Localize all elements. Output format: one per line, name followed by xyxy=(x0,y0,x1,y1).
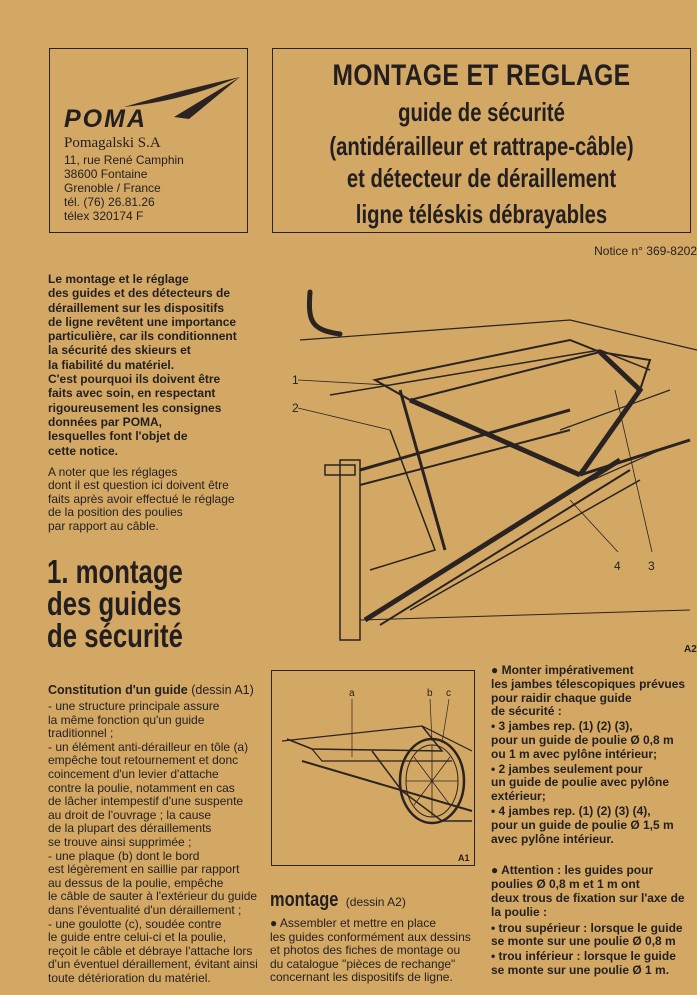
intro-line: déraillement sur les dispositifs xyxy=(48,300,225,315)
trou-superieur xyxy=(491,922,697,950)
section-title-line: de sécurité xyxy=(47,617,183,654)
callout-label: 1 xyxy=(292,373,299,387)
constitution-heading-text: Constitution d'un guide xyxy=(48,683,188,697)
brand-wordmark: POMA xyxy=(64,105,147,133)
title-line-2: guide de sécurité xyxy=(398,97,565,127)
intro-line: particulière, car ils conditionnent xyxy=(48,329,237,344)
text-line: ● Assembler et mettre en place xyxy=(270,916,436,930)
text-line: le guide entre celui-ci et la poulie, xyxy=(48,930,227,945)
text-line: • 2 jambes seulement pour xyxy=(491,761,643,776)
constitution-section xyxy=(48,683,260,985)
address-line: télex 320174 F xyxy=(64,209,144,223)
callout-label: 2 xyxy=(292,401,299,415)
text-line: pour raidir chaque guide xyxy=(491,690,632,705)
text-line: reçoit le câble et débraye l'attache lors xyxy=(48,943,253,958)
text-line: de sécurité : xyxy=(491,704,562,719)
address-line: 11, rue René Camphin xyxy=(64,153,184,167)
text-line: le câble de sauter à l'extérieur du guide xyxy=(48,889,258,904)
text-line: et photos des fiches de montage ou xyxy=(270,943,461,958)
text-line: deux trous de fixation sur l'axe de xyxy=(491,890,685,905)
intro-line: la fiabilité du matériel. xyxy=(48,357,175,372)
option-2-jambes xyxy=(491,763,697,804)
text-line-content: 4 jambes rep. (1) (2) (3) (4), xyxy=(498,803,651,818)
intro-line: Le montage et le réglage xyxy=(48,272,189,286)
intro-line: faits avec soin, en respectant xyxy=(48,386,216,401)
text-line: contre la poulie, notamment en cas xyxy=(48,780,235,795)
text-line: un guide de poulie avec pylône xyxy=(491,775,670,790)
section-title xyxy=(47,553,221,654)
intro-text xyxy=(48,272,258,533)
text-line: extérieur; xyxy=(491,789,546,804)
intro-line: de ligne revêtent une importance xyxy=(48,314,237,329)
section-title-line: des guides xyxy=(47,585,182,622)
text-line: • trou inférieur : lorsque le guide xyxy=(491,949,676,964)
company-address xyxy=(64,153,184,223)
text-line: dans l'éventualité d'un déraillement ; xyxy=(48,902,242,917)
text-line: d'un éventuel déraillement, évitant ainsi xyxy=(48,957,258,972)
address-line: Grenoble / France xyxy=(64,181,161,195)
text-line-content: Assembler et mettre en place xyxy=(279,916,436,930)
text-line: - une structure principale assure xyxy=(48,699,220,713)
trou-inferieur xyxy=(491,950,697,978)
drawing-a2 xyxy=(270,280,697,655)
intro-line: faits après avoir effectué le réglage xyxy=(48,491,235,506)
intro-line: cette notice. xyxy=(48,443,119,458)
callout-label: a xyxy=(349,688,355,699)
notice-number: Notice n° 369-8202 xyxy=(594,244,697,258)
text-line: poulies Ø 0,8 m et 1 m ont xyxy=(491,877,640,892)
text-line: • trou supérieur : lorsque le guide xyxy=(491,920,683,935)
text-line: ● Attention : les guides pour xyxy=(491,863,654,878)
company-name: Pomagalski S.A xyxy=(64,135,161,151)
text-line: empêche tout retournement et donc xyxy=(48,753,239,768)
text-line: est légèrement en saillie par rapport xyxy=(48,862,240,877)
right-column xyxy=(491,664,697,978)
text-line-content: Monter impérativement xyxy=(501,663,634,677)
text-line: pour un guide de poulie Ø 1,5 m xyxy=(491,817,674,832)
text-line: traditionnel ; xyxy=(48,726,114,741)
text-line: • 4 jambes rep. (1) (2) (3) (4), xyxy=(491,803,651,818)
company-logo-box xyxy=(49,48,248,233)
drawing-label: A1 xyxy=(458,853,470,863)
montage-heading-ref: (dessin A2) xyxy=(345,895,406,909)
text-line: toute détérioration du matériel. xyxy=(48,970,211,985)
text-line: de la plupart des déraillements xyxy=(48,821,212,836)
intro-regular-paragraph xyxy=(48,466,258,534)
text-line: la même fonction qu'un guide xyxy=(48,712,205,727)
title-line-3: (antidérailleur et rattrape-câble) xyxy=(329,131,634,161)
intro-bold-paragraph xyxy=(48,272,258,458)
text-line: au droit de l'ouvrage ; la cause xyxy=(48,807,212,822)
montage-heading xyxy=(270,890,480,912)
intro-line: dont il est question ici doivent être xyxy=(48,478,229,493)
text-line: de lâcher intempestif d'une suspente xyxy=(48,794,244,809)
text-line: se monte sur une poulie Ø 0,8 m xyxy=(491,934,676,949)
text-line: se trouve ainsi supprimée ; xyxy=(48,834,192,849)
intro-line: par rapport au câble. xyxy=(48,518,159,533)
text-line-content: 3 jambes rep. (1) (2) (3), xyxy=(498,719,633,734)
text-line-content: Attention : les guides pour xyxy=(501,863,654,878)
intro-line: rigoureusement les consignes xyxy=(48,400,222,415)
intro-line: C'est pourquoi ils doivent être xyxy=(48,372,221,387)
text-line-content: trou inférieur : lorsque le guide xyxy=(498,949,676,964)
intro-line: lesquelles font l'objet de xyxy=(48,429,188,444)
callout-label: 3 xyxy=(648,559,655,573)
option-3-jambes xyxy=(491,720,697,761)
attention-block xyxy=(491,864,697,919)
title-line-5: ligne téléskis débrayables xyxy=(355,199,608,229)
text-line: pour un guide de poulie Ø 0,8 m xyxy=(491,732,674,747)
text-line: - une goulotte (c), soudée contre xyxy=(48,916,222,931)
text-line: au dessus de la poulie, empêche xyxy=(48,875,224,890)
text-line: ou 1 m avec pylône intérieur; xyxy=(491,746,658,761)
text-line: coincement d'un levier d'attache xyxy=(48,766,219,781)
drawing-a1 xyxy=(272,671,474,865)
text-line: - une plaque (b) dont le bord xyxy=(48,848,200,863)
text-line: - un élément anti-dérailleur en tôle (a) xyxy=(48,739,249,754)
callout-label: c xyxy=(446,688,451,699)
text-line: concernant les dispositifs de ligne. xyxy=(270,970,453,985)
text-line: du catalogue "pièces de rechange" xyxy=(270,956,456,971)
title-main: MONTAGE ET REGLAGE xyxy=(332,59,631,92)
intro-line: la sécurité des skieurs et xyxy=(48,343,191,358)
jambes-block xyxy=(491,664,697,719)
intro-line: des guides et des détecteurs de xyxy=(48,286,231,301)
constitution-list xyxy=(48,700,260,985)
drawing-label: A2 xyxy=(684,644,697,655)
montage-heading-text: montage xyxy=(270,889,339,911)
text-line-content: 2 jambes seulement pour xyxy=(498,761,643,776)
address-line: 38600 Fontaine xyxy=(64,167,148,181)
text-line: la poulie : xyxy=(491,904,548,919)
montage-paragraph xyxy=(270,917,480,985)
montage-section xyxy=(270,890,480,985)
text-line: • 3 jambes rep. (1) (2) (3), xyxy=(491,719,633,734)
option-4-jambes xyxy=(491,805,697,846)
text-line: ● Monter impérativement xyxy=(491,663,634,677)
drawing-a1-box xyxy=(271,670,475,866)
callout-label: 4 xyxy=(614,559,621,573)
intro-line: données par POMA, xyxy=(48,414,163,429)
text-line: se monte sur une poulie Ø 1 m. xyxy=(491,962,670,977)
text-line: les guides conformément aux dessins xyxy=(270,929,471,944)
constitution-heading-ref: (dessin A1) xyxy=(191,683,254,697)
text-line-content: trou supérieur : lorsque le guide xyxy=(498,920,683,935)
intro-line: de la position des poulies xyxy=(48,505,183,520)
callout-label: b xyxy=(427,688,433,699)
title-line-4: et détecteur de déraillement xyxy=(346,163,617,193)
section-title-line: 1. montage xyxy=(47,553,183,590)
constitution-heading xyxy=(48,683,260,698)
text-line: les jambes télescopiques prévues xyxy=(491,676,686,691)
text-line: avec pylône intérieur. xyxy=(491,831,614,846)
intro-line: A noter que les réglages xyxy=(48,464,178,479)
document-title-box xyxy=(272,48,691,233)
address-line: tél. (76) 26.81.26 xyxy=(64,195,155,209)
